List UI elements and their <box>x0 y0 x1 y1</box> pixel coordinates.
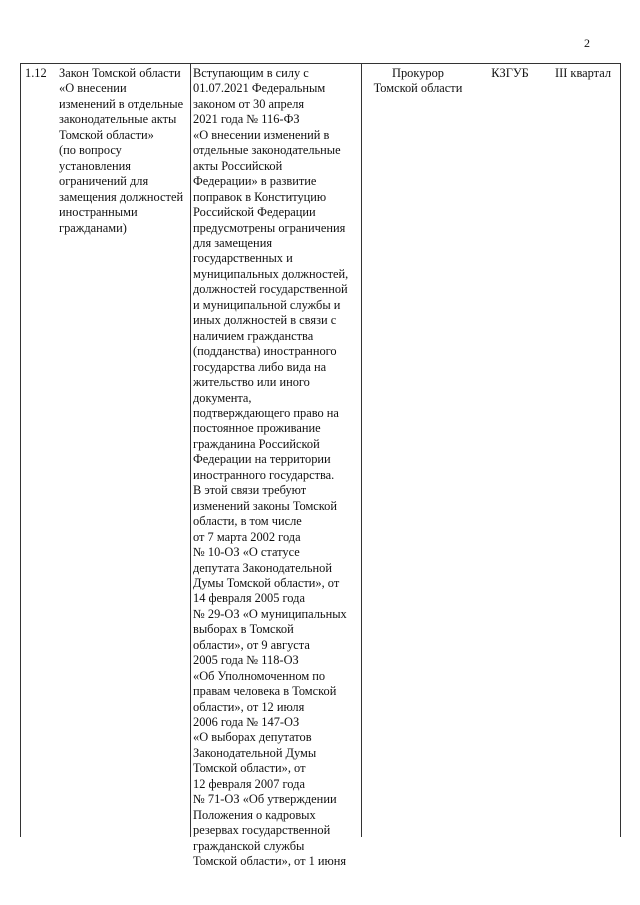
deadline: III квартал <box>554 66 612 80</box>
column-divider-title <box>190 63 191 837</box>
committee-code: КЗГУБ <box>491 66 529 80</box>
responsible-party: Прокурор Томской области <box>373 66 463 96</box>
law-title: Закон Томской области «О внесении изменений в отдельные законодательные акты Томской области» (по вопросу установления ограничений для замещения должностей иностранными гражданами) <box>59 66 184 235</box>
page-number: 2 <box>584 36 590 50</box>
table-row <box>20 63 620 869</box>
column-divider-rationale <box>361 63 362 837</box>
rationale-text: Вступающим в силу с 01.07.2021 Федеральным законом от 30 апреля 2021 года № 116-ФЗ «О внесении изменений в отдельные законодательные акты Российской Федерации» в развитие поправок в Конституцию Российской Федерации предусмотрены ограничения для замещения государственных и муниципальных должностей, должностей государственной и муниципальной службы и иных должностей в связи с наличием гражданства (подданства) иностранного государства либо вида на жительство или иного документа, подтверждающего право на постоянное проживание гражданина Российской Федерации на территории иностранного государства. В этой связи требуют изменений законы Томской области, в том числе от 7 марта 2002 года № 10-ОЗ «О статусе депутата Законодательной Думы Томской области», от 14 февраля 2005 года № 29-ОЗ «О муниципальных выборах в Томской области», от 9 августа 2005 года № 118-ОЗ «Об Уполномоченном по правам человека в Томской области», от 12 июля 2006 года № 147-ОЗ «О выборах депутатов Законодательной Думы Томской области», от 12 февраля 2007 года № 71-ОЗ «Об утверждении Положения о кадровых резервах государственной гражданской службы Томской области», от 1 июня <box>193 66 349 869</box>
table-border-left <box>20 63 21 837</box>
row-number: 1.12 <box>25 66 47 80</box>
table-border-right <box>620 63 621 837</box>
table-top-border <box>20 63 620 64</box>
